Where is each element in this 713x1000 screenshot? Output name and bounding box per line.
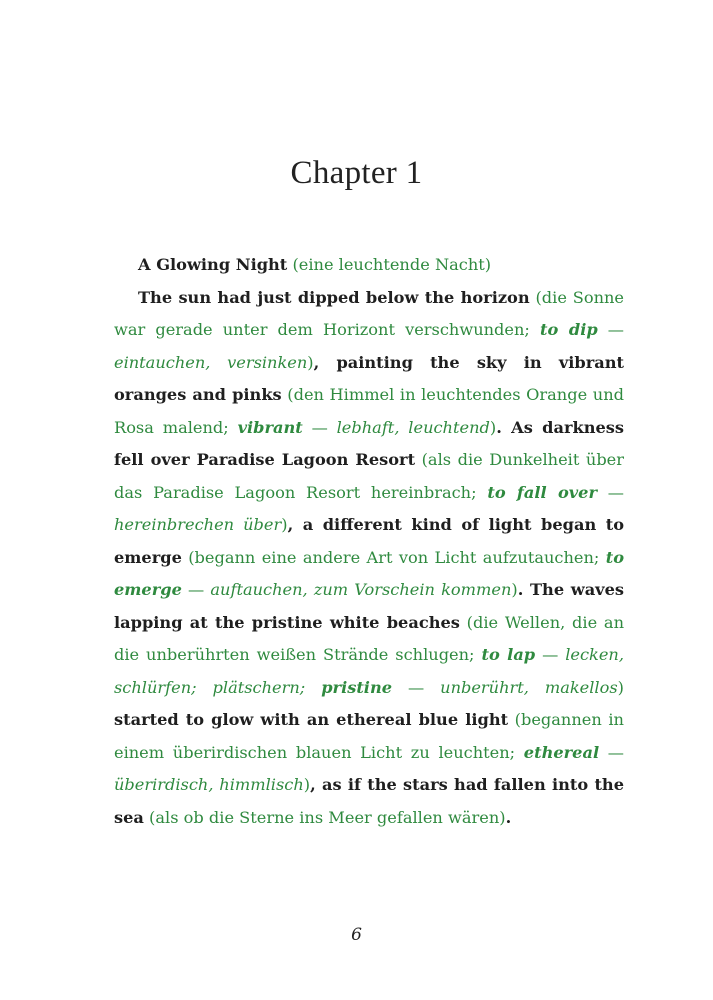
text-segment: ) <box>617 677 624 697</box>
text-segment: started to glow with an ethereal blue light <box>114 710 509 729</box>
text-segment: — <box>392 677 441 697</box>
text-segment: (die Sonne war gerade unter dem Horizont verschwunden; <box>114 287 624 339</box>
text-segment: ) <box>303 775 311 794</box>
text-segment: auftauchen, zum Vorschein kommen <box>210 580 512 599</box>
text-segment: (als die Dunkelheit über das Paradise Lagoon Resort hereinbrach; <box>114 450 625 502</box>
text-segment: (als ob die Sterne ins Meer gefallen wären) <box>143 807 506 827</box>
text-segment: ) <box>511 580 518 599</box>
main-paragraph <box>114 282 624 835</box>
text-segment: — <box>597 320 624 339</box>
text-segment: unberührt, makellos <box>440 677 618 697</box>
text-segment: pristine <box>321 677 393 697</box>
text-segment: , painting the sky in vibrant oranges and pinks <box>114 352 624 404</box>
text-segment: ethereal <box>523 742 600 762</box>
text-segment: . The waves lapping at the pristine white beaches <box>114 580 625 632</box>
text-segment: lebhaft, leuchtend <box>336 417 490 437</box>
chapter-title: Chapter 1 <box>290 155 423 191</box>
text-segment: vibrant <box>237 417 303 437</box>
text-segment: — <box>302 417 337 437</box>
heading-german: (eine leuchtende Nacht) <box>292 255 492 274</box>
text-segment: eintauchen, versinken <box>114 352 308 372</box>
text-segment: to lap <box>481 645 536 664</box>
text-segment: The sun had just dipped below the horizon <box>138 287 530 307</box>
text-segment: hereinbrechen über <box>114 515 282 534</box>
text-segment: überirdisch, himmlisch <box>114 775 304 794</box>
body-text <box>114 249 624 834</box>
text-segment: , as if the stars had fallen into the sea <box>114 775 624 827</box>
text-segment: . As darkness fell over Paradise Lagoon Resort <box>114 417 625 469</box>
text-segment: — <box>599 742 624 762</box>
text-segment <box>305 678 321 697</box>
text-segment: to fall over <box>487 482 597 502</box>
text-segment: to emerge <box>114 547 624 599</box>
text-segment: (begann eine andere Art von Licht aufzutauchen; <box>181 547 606 567</box>
text-segment: — <box>597 482 624 502</box>
text-segment: ) <box>489 417 497 437</box>
text-segment: ) <box>281 515 288 534</box>
text-segment: lecken, schlürfen; plätschern; <box>114 645 625 697</box>
heading-english: A Glowing Night <box>138 255 288 274</box>
text-segment: , a different kind of light began to emerge <box>114 515 625 567</box>
text-segment: — <box>181 580 211 599</box>
text-segment: ) <box>307 352 314 372</box>
text-segment: — <box>535 645 566 664</box>
section-heading <box>114 249 624 282</box>
text-segment: (begannen in einem überirdischen blauen Licht zu leuchten; <box>114 710 624 762</box>
text-segment: (die Wellen, die an die unberührten weißen Strände schlugen; <box>114 612 624 664</box>
page-number: 6 <box>351 925 362 945</box>
text-segment: . <box>505 807 512 827</box>
text-segment: (den Himmel in leuchtendes Orange und Rosa malend; <box>114 385 624 437</box>
text-segment: to dip <box>540 320 598 339</box>
